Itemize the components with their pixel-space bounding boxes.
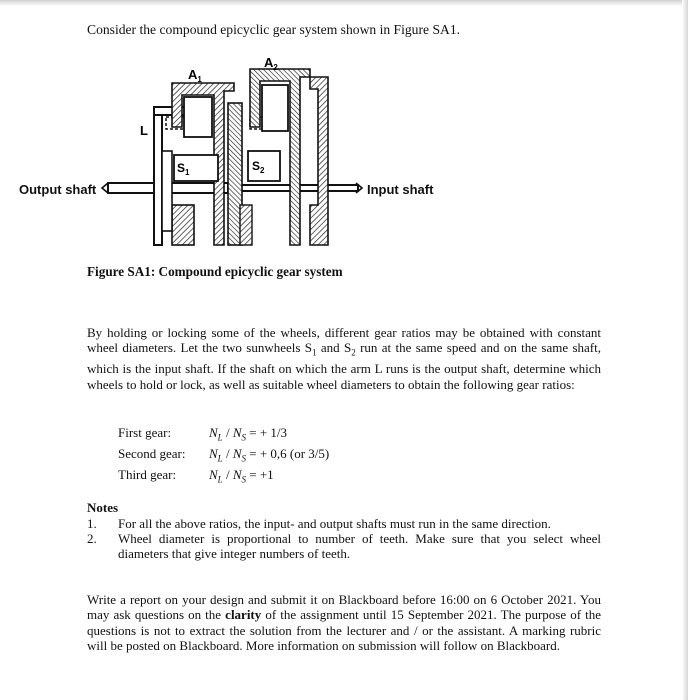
paragraph-2: Write a report on your design and submit it on Blackboard before 16:00 on 6 October 2021. You may ask questions on the clarity of the assignment until 15 September 2021. The purpose of the questions is not to extract the solution from the lecturer and / or the assistant. A marking rubric will be posted on Blackboard. More information on submission will follow on Blackboard. [87,592,601,654]
label-a1: $A_1$ [188,67,202,84]
gear-diagram [100,55,370,255]
label-a2: $A_2$ [264,55,278,72]
note-text: For all the above ratios, the input- and output shafts must run in the same direction. [118,516,551,531]
note-text: Wheel diameter is proportional to number of teeth. Make sure that you select wheel diameters that give integer numbers of teeth. [118,531,601,562]
gear-row [118,467,329,488]
paragraph-1: By holding or locking some of the wheels, different gear ratios may be obtained with constant wheel diameters. Let the two sunwheels $S_1$ and $S_2$ run at the same speed and on the same shaft, which is the input shaft. If the shaft on which the arm L runs is the output shaft, determine which wheels to hold or lock, as well as suitable wheel diameters to obtain the following gear ratios: [87,325,601,392]
annulus-a1-lower [172,205,194,245]
arm-l-left [154,107,162,245]
page-top-shadow [0,0,688,6]
figure-caption: Figure SA1: Compound epicyclic gear system [87,264,343,279]
bearing-block [162,151,172,231]
planet-wheel-2 [262,85,288,131]
gear-ratio: $N_L / N_S$ = + 1/3 [209,425,288,443]
label-s1: $S_1$ [177,161,190,177]
intro-text: Consider the compound epicyclic gear system shown in Figure SA1. [87,22,461,37]
note-number: 1. [87,516,97,531]
input-shaft-label: Input shaft [367,182,434,197]
notes-title: Notes [87,500,119,515]
gear-row [118,446,329,467]
label-l: L [140,123,148,138]
gear-name: Second gear: [118,446,186,462]
gear-ratio: $N_L / N_S$ = + 0,6 (or 3/5) [209,446,330,464]
output-shaft-label: Output shaft [19,182,97,197]
gear-ratio: $N_L / N_S = +1$ [209,467,274,485]
planet-wheel-1 [184,97,212,137]
annulus-a2-housing [310,77,328,245]
label-s2: $S_2$ [252,159,265,175]
gear-ratio-list [118,425,329,489]
note-item [87,516,601,531]
gear-name: First gear: [118,425,172,440]
note-number: 2. [87,531,97,546]
gear-name: Third gear: [118,467,177,483]
page-right-shadow [682,0,688,700]
hub-base [240,205,252,245]
note-item [87,531,601,562]
gear-row [118,425,329,446]
